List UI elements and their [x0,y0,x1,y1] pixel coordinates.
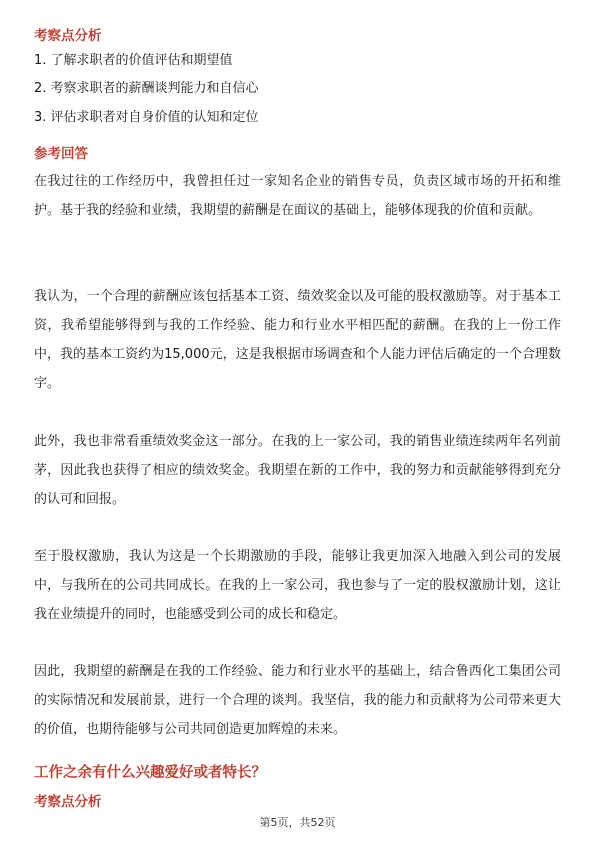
analysis-heading: 考察点分析 [34,28,102,44]
answer-paragraph-5: 因此，我期望的薪酬是在我的工作经验、能力和行业水平的基础上，结合鲁西化工集团公司的实际情况和发展前景，进行一个合理的谈判。我坚信，我的能力和贡献将为公司带来更大的价值，也期待能够与公司共同创造更加辉煌的未来。 [34,664,561,737]
next-question-title: 工作之余有什么兴趣爱好或者特长？ [34,765,266,781]
next-analysis-heading: 考察点分析 [34,794,102,810]
analysis-item-3: 3. 评估求职者对自身价值的认知和定位 [34,110,259,125]
answer-heading: 参考回答 [34,146,88,162]
analysis-item-1: 1. 了解求职者的价值评估和期望值 [34,53,233,68]
answer-paragraph-2: 我认为，一个合理的薪酬应该包括基本工资、绩效奖金以及可能的股权激励等。对于基本工资，我希望能够得到与我的工作经验、能力和行业水平相匹配的薪酬。在我的上一份工作中，我的基本工资约为15,000元，这是我根据市场调查和个人能力评估后确定的一个合理数字。 [34,289,561,391]
answer-paragraph-4: 至于股权激励，我认为这是一个长期激励的手段，能够让我更加深入地融入到公司的发展中，与我所在的公司共同成长。在我的上一家公司，我也参与了一定的股权激励计划，这让我在业绩提升的同时，也能感受到公司的成长和稳定。 [34,549,561,622]
answer-paragraph-1: 在我过往的工作经历中，我曾担任过一家知名企业的销售专员，负责区域市场的开拓和维护。基于我的经验和业绩，我期望的薪酬是在面议的基础上，能够体现我的价值和贡献。 [34,174,561,218]
answer-paragraph-3: 此外，我也非常看重绩效奖金这一部分。在我的上一家公司，我的销售业绩连续两年名列前茅，因此我也获得了相应的绩效奖金。我期望在新的工作中，我的努力和贡献能够得到充分的认可和回报。 [34,434,561,507]
analysis-item-2: 2. 考察求职者的薪酬谈判能力和自信心 [34,81,259,96]
page-number: 第5页，共52页 [259,816,336,829]
